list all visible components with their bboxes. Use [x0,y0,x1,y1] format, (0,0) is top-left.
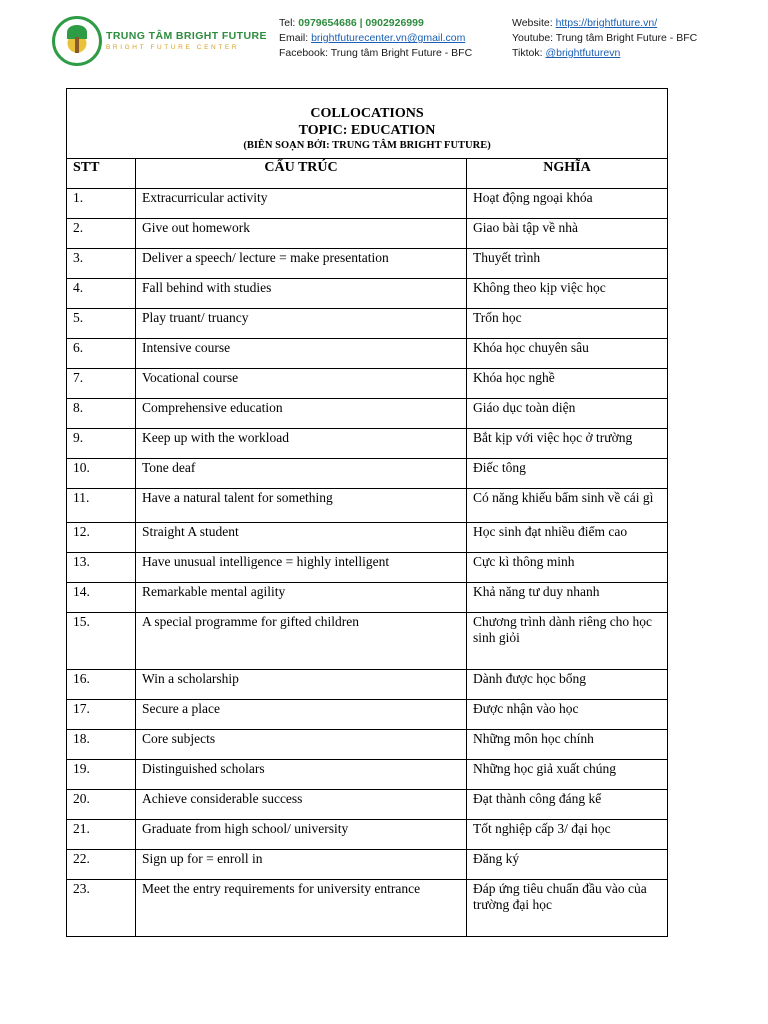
row-structure: Have a natural talent for something [136,489,467,523]
table-row [67,309,668,339]
row-number: 5. [67,309,136,339]
website-label: Website: [512,17,556,29]
table-row [67,459,668,489]
table-row [67,339,668,369]
row-structure: Meet the entry requirements for university entrance [136,880,467,937]
row-number: 18. [67,730,136,760]
row-meaning: Đạt thành công đáng kể [467,790,668,820]
tel-label: Tel: [279,17,299,29]
row-meaning: Giao bài tập về nhà [467,219,668,249]
tel-value: 0979654686 | 0902926999 [298,17,424,29]
doc-topic: TOPIC: EDUCATION [298,123,436,138]
row-number: 4. [67,279,136,309]
doc-credit: (BIÊN SOẠN BỞI: TRUNG TÂM BRIGHT FUTURE) [243,140,491,151]
row-number: 9. [67,429,136,459]
row-structure: Straight A student [136,523,467,553]
row-meaning: Tốt nghiệp cấp 3/ đại học [467,820,668,850]
column-header-meaning: NGHĨA [467,159,668,189]
row-structure: Win a scholarship [136,670,467,700]
table-row [67,670,668,700]
table-row [67,820,668,850]
row-number: 10. [67,459,136,489]
row-structure: Secure a place [136,700,467,730]
column-header-structure: CẤU TRÚC [136,159,467,189]
table-row [67,399,668,429]
row-structure: Give out homework [136,219,467,249]
row-structure: Graduate from high school/ university [136,820,467,850]
row-number: 3. [67,249,136,279]
brand-block [106,30,267,51]
row-meaning: Dành được học bổng [467,670,668,700]
table-row [67,790,668,820]
row-number: 17. [67,700,136,730]
table-body [67,89,668,937]
tel-line [279,16,472,31]
title-row [67,89,668,159]
row-number: 12. [67,523,136,553]
row-meaning: Những môn học chính [467,730,668,760]
row-structure: Core subjects [136,730,467,760]
table-row [67,553,668,583]
table-row [67,583,668,613]
row-meaning: Đáp ứng tiêu chuẩn đầu vào của trường đại học [467,880,668,937]
contact-info-left [279,16,472,61]
row-number: 6. [67,339,136,369]
row-meaning: Có năng khiếu bẩm sinh về cái gì [467,489,668,523]
row-structure: Have unusual intelligence = highly intelligent [136,553,467,583]
row-meaning: Học sinh đạt nhiều điểm cao [467,523,668,553]
row-structure: Sign up for = enroll in [136,850,467,880]
row-meaning: Giáo dục toàn diện [467,399,668,429]
row-structure: Distinguished scholars [136,760,467,790]
bright-future-logo [52,16,102,66]
row-number: 2. [67,219,136,249]
table-row [67,700,668,730]
row-meaning: Khóa học nghề [467,369,668,399]
facebook-line: Facebook: Trung tâm Bright Future - BFC [279,47,473,59]
row-meaning: Trốn học [467,309,668,339]
row-number: 13. [67,553,136,583]
row-structure: Play truant/ truancy [136,309,467,339]
row-number: 7. [67,369,136,399]
email-line [279,31,472,46]
row-structure: Remarkable mental agility [136,583,467,613]
table-row [67,219,668,249]
doc-title: COLLOCATIONS [310,106,424,121]
row-structure: A special programme for gifted children [136,613,467,670]
header-row [67,159,668,189]
row-number: 1. [67,189,136,219]
row-structure: Achieve considerable success [136,790,467,820]
row-meaning: Đăng ký [467,850,668,880]
row-meaning: Thuyết trình [467,249,668,279]
row-structure: Fall behind with studies [136,279,467,309]
row-number: 22. [67,850,136,880]
email-label: Email: [279,32,312,44]
table-row [67,279,668,309]
row-meaning: Điếc tông [467,459,668,489]
row-number: 14. [67,583,136,613]
brand-name: TRUNG TÂM BRIGHT FUTURE [106,30,267,42]
table-row [67,760,668,790]
table-row [67,429,668,459]
row-meaning: Khóa học chuyên sâu [467,339,668,369]
tiktok-line [512,46,697,61]
table-row [67,880,668,937]
table-row [67,249,668,279]
row-structure: Comprehensive education [136,399,467,429]
youtube-line: Youtube: Trung tâm Bright Future - BFC [512,32,698,44]
row-meaning: Hoạt động ngoại khóa [467,189,668,219]
table-row [67,523,668,553]
row-number: 20. [67,790,136,820]
row-structure: Keep up with the workload [136,429,467,459]
row-number: 11. [67,489,136,523]
row-number: 15. [67,613,136,670]
table-row [67,369,668,399]
row-number: 8. [67,399,136,429]
website-link[interactable]: https://brightfuture.vn/ [555,17,658,29]
row-structure: Tone deaf [136,459,467,489]
tiktok-link[interactable]: @brightfuturevn [545,47,621,59]
table-row [67,730,668,760]
row-structure: Extracurricular activity [136,189,467,219]
website-line [512,16,697,31]
row-number: 16. [67,670,136,700]
row-structure: Deliver a speech/ lecture = make presentation [136,249,467,279]
column-header-stt: STT [67,159,136,189]
row-structure: Intensive course [136,339,467,369]
row-meaning: Bắt kịp với việc học ở trường [467,429,668,459]
table-row [67,850,668,880]
tiktok-label: Tiktok: [512,47,546,59]
row-meaning: Được nhận vào học [467,700,668,730]
table-row [67,613,668,670]
row-number: 23. [67,880,136,937]
row-number: 19. [67,760,136,790]
email-link[interactable]: brightfuturecenter.vn@gmail.com [311,32,466,44]
row-structure: Vocational course [136,369,467,399]
title-cell [67,89,668,159]
collocations-table [66,88,668,937]
row-meaning: Không theo kịp việc học [467,279,668,309]
row-meaning: Cực kì thông minh [467,553,668,583]
brand-subtitle: BRIGHT FUTURE CENTER [106,44,240,51]
row-meaning: Khả năng tư duy nhanh [467,583,668,613]
row-number: 21. [67,820,136,850]
row-meaning: Những học giả xuất chúng [467,760,668,790]
table-row [67,189,668,219]
contact-info-right [512,16,697,61]
row-meaning: Chương trình dành riêng cho học sinh giỏi [467,613,668,670]
table-row [67,489,668,523]
